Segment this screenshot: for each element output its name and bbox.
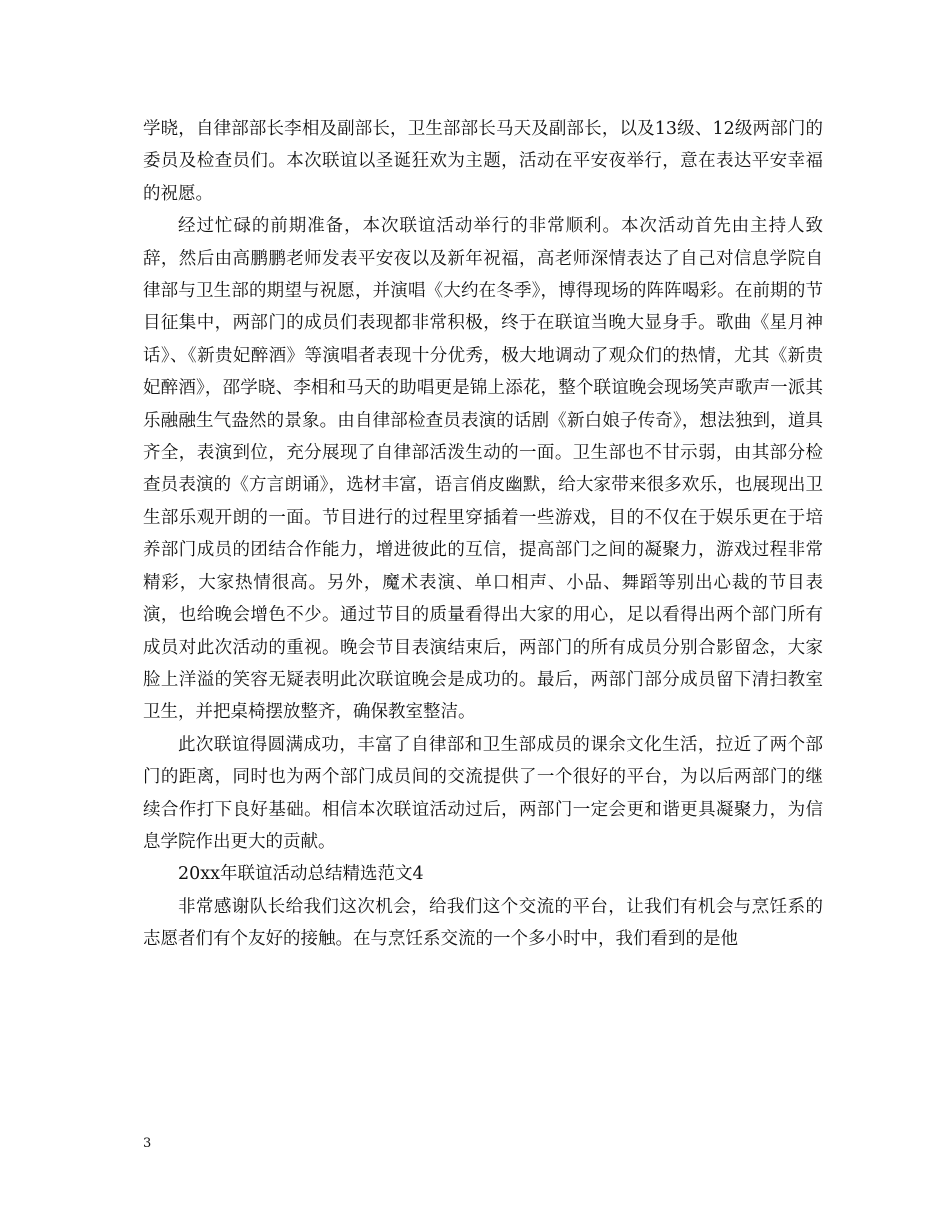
page-number: 3 — [143, 1136, 152, 1151]
document-body — [143, 113, 823, 956]
paragraph-conclusion: 此次联谊得圆满成功，丰富了自律部和卫生部成员的课余文化生活，拉近了两个部门的距离，同时也为两个部门成员间的交流提供了一个很好的平台，为以后两部门的继续合作打下良好基础。相信本次联谊活动过后，两部门一定会更和谐更具凝聚力，为信息学院作出更大的贡献。 — [143, 734, 823, 852]
paragraph-continuation: 学晓，自律部部长李相及副部长，卫生部部长马天及副部长，以及13级、12级两部门的委员及检查员们。本次联谊以圣诞狂欢为主题，活动在平安夜举行，意在表达平安幸福的祝愿。 — [143, 119, 823, 204]
paragraph-next-article: 非常感谢队长给我们这次机会，给我们这个交流的平台，让我们有机会与烹饪系的志愿者们有个友好的接触。在与烹饪系交流的一个多小时中，我们看到的是他 — [143, 896, 823, 950]
section-heading: 20xx年联谊活动总结精选范文4 — [178, 864, 424, 885]
paragraph-event-details: 经过忙碌的前期准备，本次联谊活动举行的非常顺利。本次活动首先由主持人致辞，然后由高鹏鹏老师发表平安夜以及新年祝福，高老师深情表达了自己对信息学院自律部与卫生部的期望与祝愿，并演唱《大约在冬季》，博得现场的阵阵喝彩。在前期的节目征集中，两部门的成员们表现都非常积极，终于在联谊当晚大显身手。歌曲《星月神话》、《新贵妃醉酒》等演唱者表现十分优秀，极大地调动了观众们的热情，尤其《新贵妃醉酒》，邵学晓、李相和马天的助唱更是锦上添花，整个联谊晚会现场笑声歌声一派其乐融融生气盎然的景象。由自律部检查员表演的话剧《新白娘子传奇》，想法独到，道具齐全，表演到位，充分展现了自律部活泼生动的一面。卫生部也不甘示弱，由其部分检查员表演的《方言朗诵》，选材丰富，语言俏皮幽默，给大家带来很多欢乐，也展现出卫生部乐观开朗的一面。节目进行的过程里穿插着一些游戏，目的不仅在于娱乐更在于培养部门成员的团结合作能力，增进彼此的互信，提高部门之间的凝聚力，游戏过程非常精彩，大家热情很高。另外，魔术表演、单口相声、小品、舞蹈等别出心裁的节目表演，也给晚会增色不少。通过节目的质量看得出大家的用心，足以看得出两个部门所有成员对此次活动的重视。晚会节目表演结束后，两部门的所有成员分别合影留念，大家脸上洋溢的笑容无疑表明此次联谊晚会是成功的。最后，两部门部分成员留下清扫教室卫生，并把桌椅摆放整齐，确保教室整洁。 — [143, 216, 823, 723]
